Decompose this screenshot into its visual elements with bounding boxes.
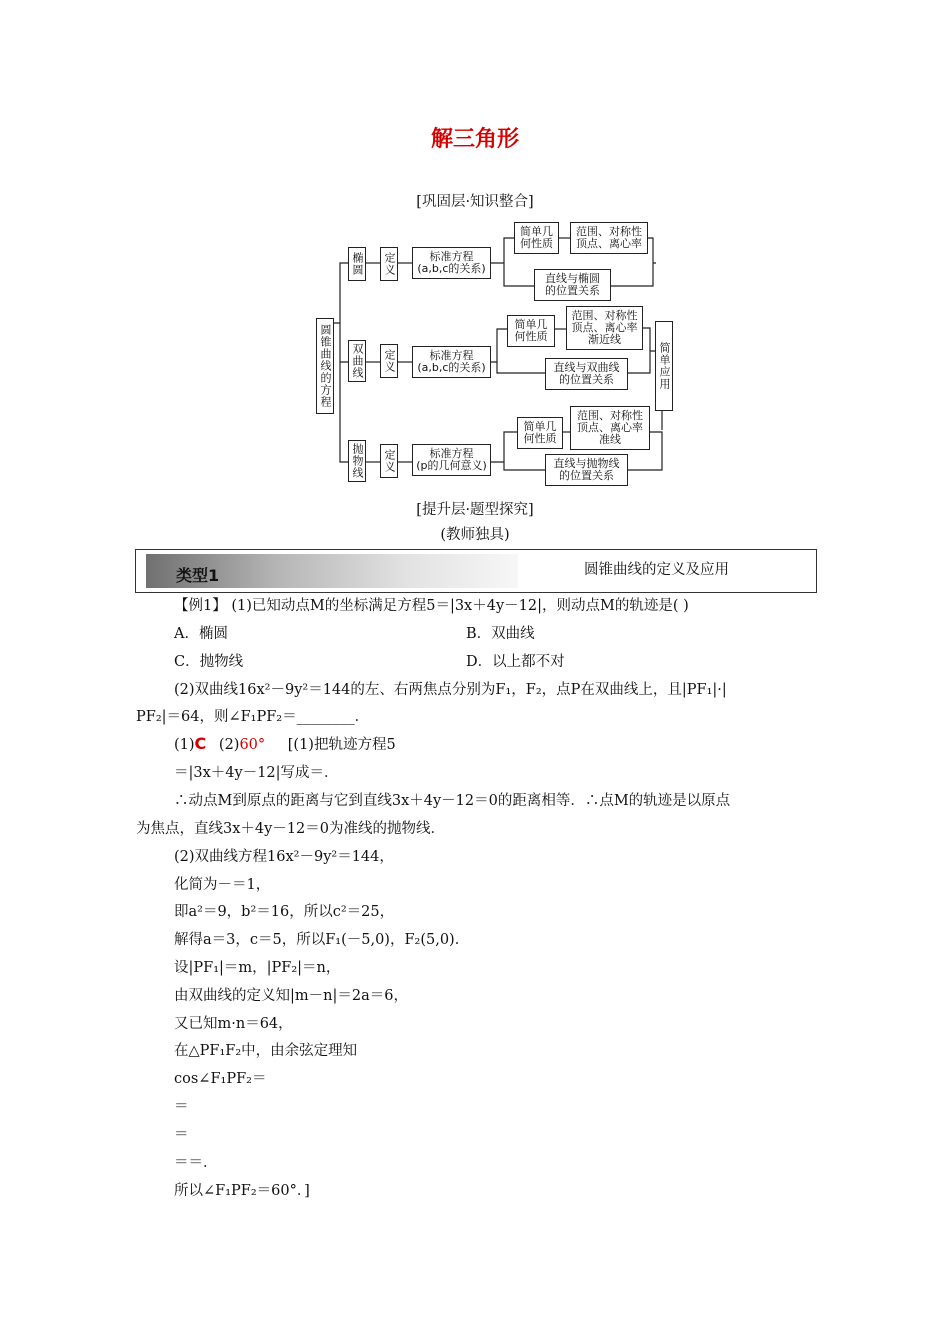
example-question-2-line1: (2)双曲线16x²－9y²＝144的左、右两焦点分别为F₁，F₂，点P在双曲线上，且|PF₁|·| xyxy=(174,682,727,698)
example-question-1: 【例1】 (1)已知动点M的坐标满足方程5＝|3x＋4y－12|，则动点M的轨迹是( ) xyxy=(174,598,689,614)
solution-line: 所以∠F₁PF₂＝60°．] xyxy=(174,1183,310,1199)
diagram-root: 圆锥曲线的方程 xyxy=(316,318,334,414)
option-c: C．抛物线 xyxy=(174,654,244,670)
answer-1-value: C xyxy=(194,734,207,753)
solution-line: 又已知m·n＝64， xyxy=(174,1016,293,1032)
option-d: D．以上都不对 xyxy=(466,654,565,670)
solution-line: 解得a＝3，c＝5，所以F₁(－5,0)，F₂(5,0)． xyxy=(174,932,470,948)
solution-line: 为焦点，直线3x＋4y－12＝0为准线的抛物线． xyxy=(136,821,445,837)
property-detail-hyperbola: 范围、对称性 顶点、离心率 渐近线 xyxy=(566,306,643,350)
option-b: B．双曲线 xyxy=(466,626,535,642)
solution-line: (2)双曲线方程16x²－9y²＝144， xyxy=(174,849,394,865)
curve-hyperbola: 双曲线 xyxy=(348,340,366,382)
solution-line: ＝ xyxy=(174,1127,189,1143)
equation-ellipse: 标准方程 (a,b,c的关系) xyxy=(412,247,491,279)
type-title: 圆锥曲线的定义及应用 xyxy=(584,562,729,578)
relation-parabola: 直线与抛物线 的位置关系 xyxy=(545,454,628,486)
equation-hyperbola: 标准方程 (a,b,c的关系) xyxy=(412,346,491,378)
curve-parabola: 抛物线 xyxy=(348,440,366,482)
curve-ellipse: 椭圆 xyxy=(348,247,366,281)
solution-line: 由双曲线的定义知|m－n|＝2a＝6， xyxy=(174,988,408,1004)
section-improvement: [提升层·题型探究] xyxy=(416,502,534,518)
teacher-only-label: (教师独具) xyxy=(440,527,510,543)
solution-line: ∴动点M到原点的距离与它到直线3x＋4y－12＝0的距离相等．∴点M的轨迹是以原点 xyxy=(174,793,731,809)
answer-line xyxy=(174,733,396,754)
answer-explanation-start: [(1)把轨迹方程5 xyxy=(287,737,396,753)
definition-ellipse: 定义 xyxy=(380,247,398,281)
property-detail-ellipse: 范围、对称性 顶点、离心率 xyxy=(570,222,648,254)
solution-line: 即a²＝9，b²＝16，所以c²＝25， xyxy=(174,904,395,920)
solution-line: 在△PF₁F₂中，由余弦定理知 xyxy=(174,1043,358,1059)
solution-line: ＝|3x＋4y－12|写成＝． xyxy=(174,765,339,781)
solution-line: ＝＝． xyxy=(174,1155,218,1171)
property-ellipse: 简单几 何性质 xyxy=(514,222,559,254)
property-hyperbola: 简单几 何性质 xyxy=(507,315,555,347)
property-parabola: 简单几 何性质 xyxy=(517,417,563,449)
definition-hyperbola: 定义 xyxy=(380,344,398,378)
diagram-application: 简单应用 xyxy=(655,321,673,411)
type-tag xyxy=(146,554,518,588)
section-consolidation: [巩固层·知识整合] xyxy=(416,194,534,210)
property-detail-parabola: 范围、对称性 顶点、离心率 准线 xyxy=(570,406,650,450)
option-a: A．椭圆 xyxy=(174,626,228,642)
type-banner xyxy=(135,549,817,593)
solution-line: ＝ xyxy=(174,1099,189,1115)
relation-hyperbola: 直线与双曲线 的位置关系 xyxy=(545,358,628,390)
definition-parabola: 定义 xyxy=(380,444,398,478)
relation-ellipse: 直线与椭圆 的位置关系 xyxy=(534,269,611,301)
answer-1-label: (1) xyxy=(174,737,195,753)
solution-line: 设|PF₁|＝m，|PF₂|＝n， xyxy=(174,960,341,976)
solution-line: 化简为－＝1， xyxy=(174,877,271,893)
answer-2-value: 60° xyxy=(239,737,266,753)
example-question-2-line2: PF₂|＝64，则∠F₁PF₂＝________． xyxy=(136,709,370,725)
type-tag-label: 类型1 xyxy=(176,566,220,585)
solution-line: cos∠F₁PF₂＝ xyxy=(174,1071,267,1087)
equation-parabola: 标准方程 (p的几何意义) xyxy=(412,444,491,476)
page-title: 解三角形 xyxy=(430,127,519,152)
knowledge-diagram xyxy=(312,216,682,491)
answer-2-label: (2) xyxy=(218,737,240,753)
